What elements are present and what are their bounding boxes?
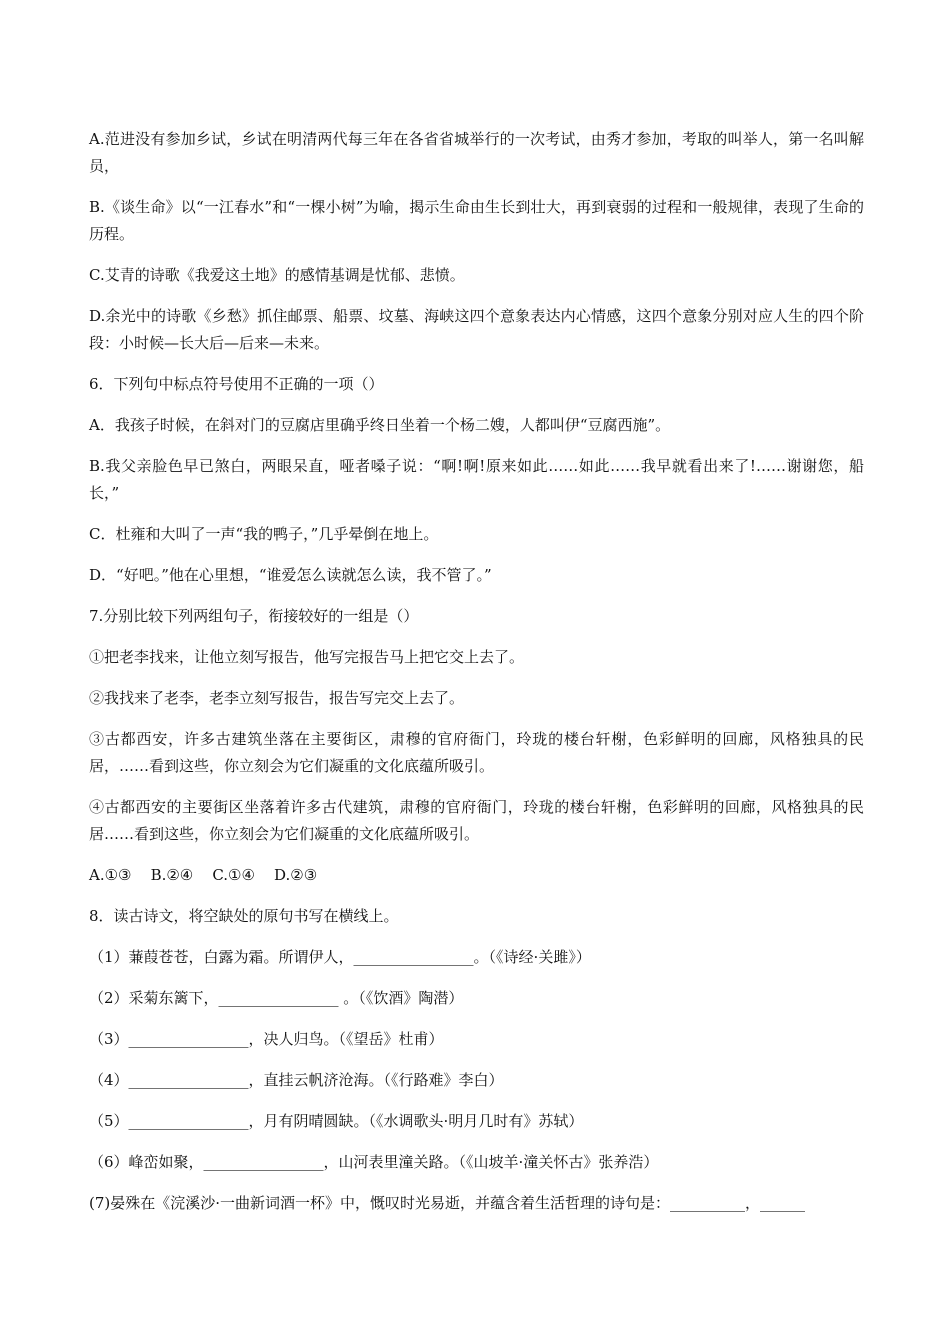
q8-item-7: (7)晏殊在《浣溪沙·一曲新词酒一杯》中，慨叹时光易逝，并蕴含着生活哲理的诗句是：__________，______ — [89, 1194, 806, 1212]
q7-sentence-3: ③古都西安，许多古建筑坐落在主要街区，肃穆的官府衙门，玲珑的楼台轩榭，色彩鲜明的回廊，风格独具的民居，……看到这些，你立刻会为它们凝重的文化底蕴所吸引。 — [89, 730, 864, 775]
q8-item-5: （5）________________，月有阴晴圆缺。（《水调歌头·明月几时有》苏轼） — [89, 1112, 584, 1130]
q5-option-b: B.《谈生命》以“一江春水”和“一棵小树”为喻，揭示生命由生长到壮大，再到衰弱的过程和一般规律，表现了生命的历程。 — [89, 198, 864, 243]
q8-item-6: （6）峰峦如聚，________________，山河表里潼关路。（《山坡羊·潼关怀古》张养浩） — [89, 1153, 659, 1171]
q7-sentence-4: ④古都西安的主要街区坐落着许多古代建筑，肃穆的官府衙门，玲珑的楼台轩榭，色彩鲜明的回廊，风格独具的民居……看到这些，你立刻会为它们凝重的文化底蕴所吸引。 — [89, 798, 864, 843]
q7-options: A.①③ B.②④ C.①④ D.②③ — [89, 866, 318, 884]
q6-option-c: C．杜雍和大叫了一声“我的鸭子，”几乎晕倒在地上。 — [89, 525, 439, 543]
q7-sentence-2: ②我找来了老李，老李立刻写报告，报告写完交上去了。 — [89, 689, 465, 707]
q6-option-d: D．“好吧。”他在心里想，“谁爱怎么读就怎么读，我不管了。” — [89, 566, 492, 584]
q6-option-b: B.我父亲脸色早已煞白，两眼呆直，哑者嗓子说：“啊!啊!原来如此……如此……我早就看出来了!……谢谢您，船长，” — [89, 457, 864, 502]
q7-stem: 7.分别比较下列两组句子，衔接较好的一组是（） — [89, 607, 419, 625]
q8-item-3: （3）________________，决人归鸟。（《望岳》杜甫） — [89, 1030, 444, 1048]
q8-stem: 8．读古诗文，将空缺处的原句书写在横线上。 — [89, 907, 399, 925]
q8-item-4: （4）________________，直挂云帆济沧海。（《行路难》李白） — [89, 1071, 504, 1089]
q6-stem: 6．下列句中标点符号使用不正确的一项（） — [89, 375, 384, 393]
q6-option-a: A．我孩子时候，在斜对门的豆腐店里确乎终日坐着一个杨二嫂，人都叫伊“豆腐西施”。 — [89, 416, 671, 434]
q5-option-c: C.艾青的诗歌《我爱这土地》的感情基调是忧郁、悲愤。 — [89, 266, 465, 284]
q8-item-1: （1）蒹葭苍苍，白露为霜。所谓伊人，________________。（《诗经·关雎》） — [89, 948, 591, 966]
q5-option-d: D.余光中的诗歌《乡愁》抓住邮票、船票、坟墓、海峡这四个意象表达内心情感，这四个意象分别对应人生的四个阶段：小时候—长大后—后来—未来。 — [89, 307, 864, 352]
q5-option-a: A.范进没有参加乡试，乡试在明清两代每三年在各省省城举行的一次考试，由秀才参加，考取的叫举人，第一名叫解员， — [89, 130, 864, 175]
q7-sentence-1: ①把老李找来，让他立刻写报告，他写完报告马上把它交上去了。 — [89, 648, 525, 666]
q8-item-2: （2）采菊东篱下，________________ 。（《饮酒》陶潜） — [89, 989, 464, 1007]
